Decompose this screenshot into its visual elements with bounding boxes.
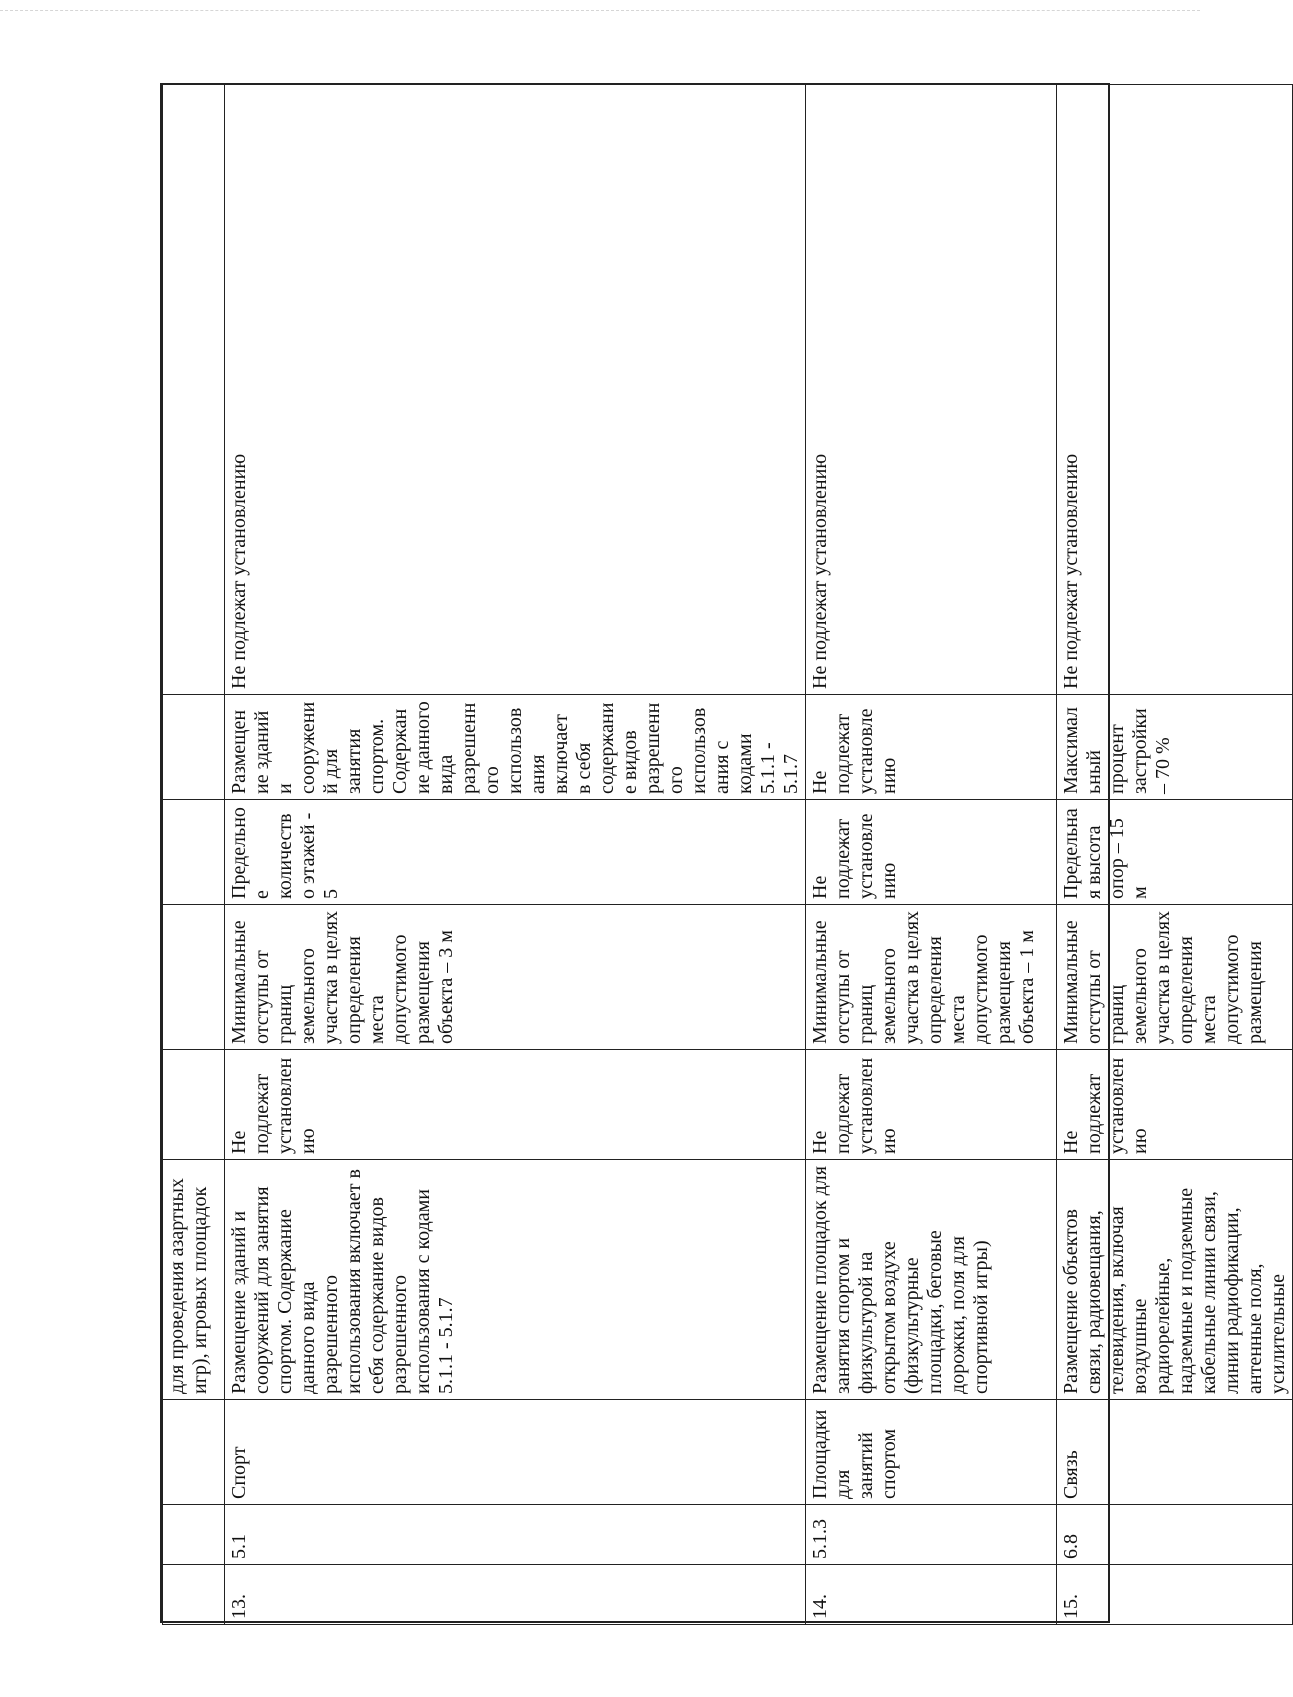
zoning-regulations-table	[162, 84, 1293, 1625]
cell-param3	[163, 800, 225, 905]
cell-param4: Размещение зданий и сооружений для занятия спортом. Содержание данного вида разрешенного использования включает в себя содержание видов разрешенного использования с кодами 5.1.1 - 5.1.7	[225, 695, 806, 800]
cell-name	[163, 1400, 225, 1505]
cell-description: Размещение зданий и сооружений для занятия спортом. Содержание данного вида разрешенного использования включает в себя содержание видов разрешенного использования с кодами 5.1.1 - 5.1.7	[225, 1160, 806, 1400]
cell-code: 6.8	[1057, 1505, 1293, 1565]
cell-num	[163, 1565, 225, 1625]
cell-param3: Предельная высота опор – 15 м	[1057, 800, 1293, 905]
cell-description: Размещение объектов связи, радиовещания, телевидения, включая воздушные радиорелейные, надземные и подземные кабельные линии связи, линии радиофикации, антенные поля, усилительные	[1057, 1160, 1293, 1400]
cell-description: Размещение площадок для занятия спортом и физкультурой на открытом воздухе (физкультурные площадки, беговые дорожки, поля для спортивной игры)	[806, 1160, 1057, 1400]
cell-param2	[163, 905, 225, 1050]
page-top-edge	[0, 10, 1200, 11]
cell-code	[163, 1505, 225, 1565]
cell-code: 5.1.3	[806, 1505, 1057, 1565]
cell-param5: Не подлежат установлению	[806, 85, 1057, 695]
cell-param2: Минимальные отступы от границ земельного участка в целях определения места допустимого размещения	[1057, 905, 1293, 1050]
cell-num: 14.	[806, 1565, 1057, 1625]
cell-code: 5.1	[225, 1505, 806, 1565]
table-row-continuation	[163, 85, 225, 1625]
cell-param4	[163, 695, 225, 800]
document-page	[160, 83, 1289, 1623]
cell-param1: Не подлежат установлению	[1057, 1050, 1293, 1160]
cell-param2: Минимальные отступы от границ земельного участка в целях определения места допустимого размещения объекта – 3 м	[225, 905, 806, 1050]
cell-param1	[163, 1050, 225, 1160]
cell-name: Площадки для занятий спортом	[806, 1400, 1057, 1505]
cell-num: 13.	[225, 1565, 806, 1625]
cell-param5	[163, 85, 225, 695]
cell-param1: Не подлежат установлению	[225, 1050, 806, 1160]
table-row	[1057, 85, 1293, 1625]
rotated-table-container	[162, 85, 1289, 1625]
cell-param5: Не подлежат установлению	[1057, 85, 1293, 695]
cell-param2: Минимальные отступы от границ земельного участка в целях определения места допустимого размещения объекта – 1 м	[806, 905, 1057, 1050]
cell-param4: Не подлежат установлению	[806, 695, 1057, 800]
cell-param3: Не подлежат установлению	[806, 800, 1057, 905]
cell-param1: Не подлежат установлению	[806, 1050, 1057, 1160]
table-row	[225, 85, 806, 1625]
cell-param4: Максимальный процент застройки – 70 %	[1057, 695, 1293, 800]
cell-num: 15.	[1057, 1565, 1293, 1625]
cell-param5: Не подлежат установлению	[225, 85, 806, 695]
cell-description: для проведения азартных игр), игровых площадок	[163, 1160, 225, 1400]
cell-param3: Предельное количество этажей - 5	[225, 800, 806, 905]
cell-name: Связь	[1057, 1400, 1293, 1505]
table-row	[806, 85, 1057, 1625]
cell-name: Спорт	[225, 1400, 806, 1505]
